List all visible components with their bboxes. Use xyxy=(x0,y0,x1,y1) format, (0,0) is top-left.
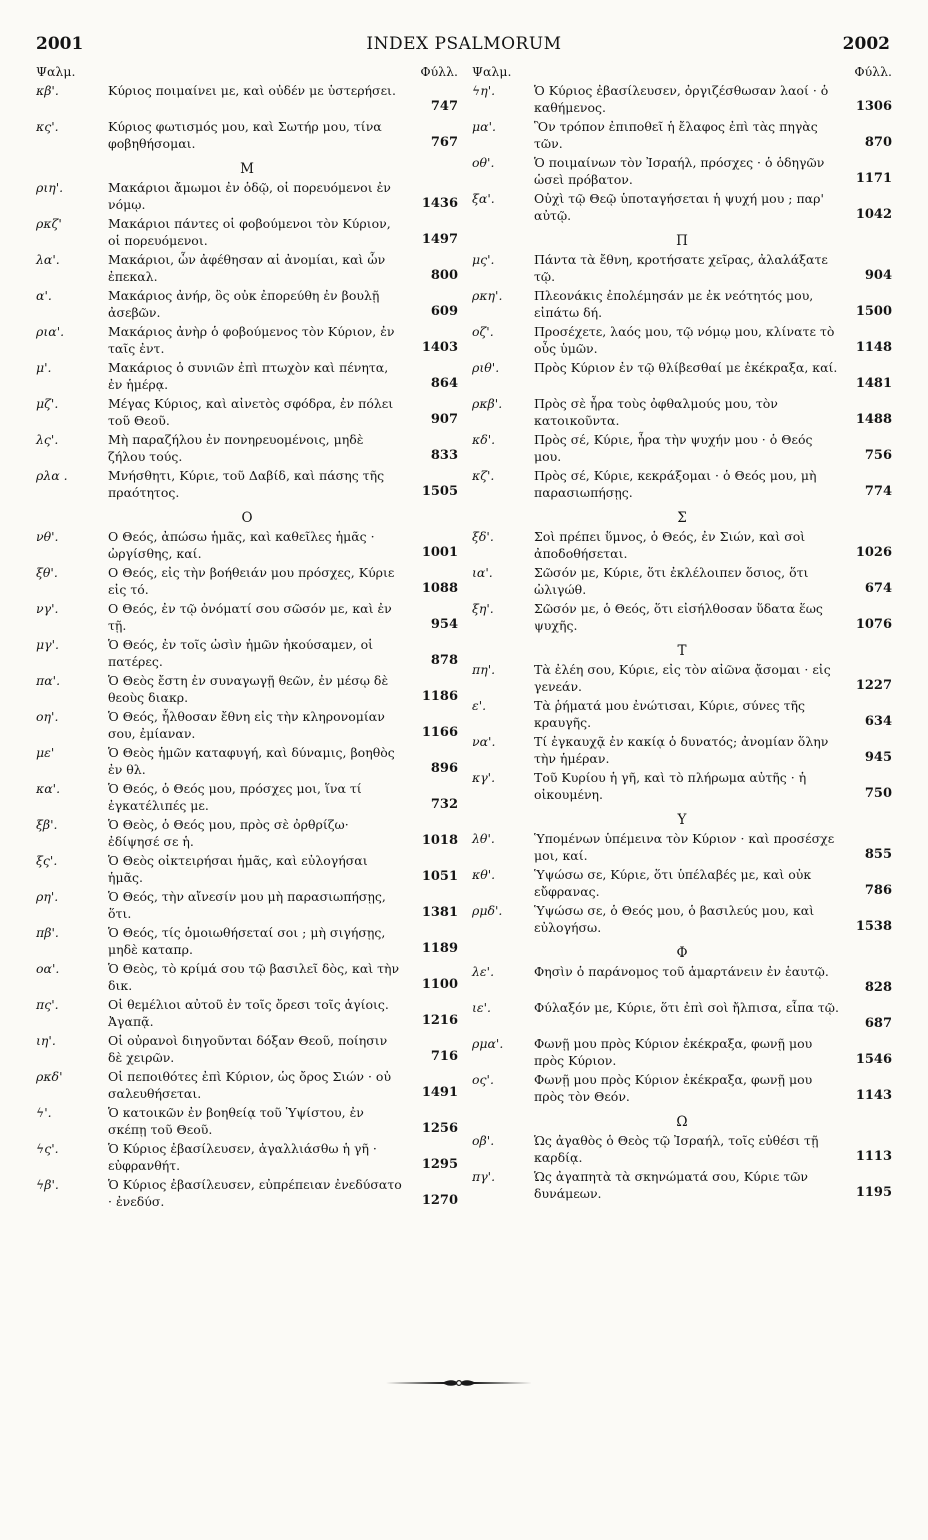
psalm-number: πς'. xyxy=(36,997,59,1012)
psalm-number: ϟ'. xyxy=(36,1105,52,1120)
index-entry xyxy=(36,529,458,565)
psalm-incipit: Πρὸς σέ, Κύριε, κεκράξομαι · ὁ Θεός μου, μὴ παρασιωπήσῃς. xyxy=(534,468,817,500)
index-entry xyxy=(36,119,458,155)
folio-number: 1001 xyxy=(421,545,458,560)
psalm-column-label: Ψαλμ. xyxy=(36,64,76,79)
folio-number: 687 xyxy=(864,1016,892,1031)
psalm-incipit: Σοὶ πρέπει ὕμνος, ὁ Θεός, ἐν Σιών, καὶ σοὶ ἀποδοθήσεται. xyxy=(534,529,806,561)
psalm-number: α'. xyxy=(36,288,52,303)
psalm-number: κς'. xyxy=(36,119,59,134)
psalm-number: μ'. xyxy=(36,360,52,375)
index-entry xyxy=(36,288,458,324)
psalm-incipit: Ὁ Θεός, ἦλθοσαν ἔθνη εἰς τὴν κληρονομίαν σου, ἐμίαναν. xyxy=(108,709,385,741)
psalm-number: οθ'. xyxy=(472,155,495,170)
index-entry xyxy=(472,468,892,504)
index-entry xyxy=(472,432,892,468)
psalm-incipit: Φησὶν ὁ παράνομος τοῦ ἁμαρτάνειν ἐν ἑαυτῷ. xyxy=(534,964,829,979)
psalm-number: νθ'. xyxy=(36,529,59,544)
psalm-number: οζ'. xyxy=(472,324,494,339)
psalm-number: με' xyxy=(36,745,55,760)
folio-number: 1481 xyxy=(855,376,892,391)
folio-number: 774 xyxy=(864,484,892,499)
psalm-number: λα'. xyxy=(36,252,60,267)
psalm-incipit: Μέγας Κύριος, καὶ αἰνετὸς σφόδρα, ἐν πόλει τοῦ Θεοῦ. xyxy=(108,396,394,428)
index-entry xyxy=(472,155,892,191)
psalm-number: μα'. xyxy=(472,119,496,134)
psalm-incipit: Σῶσόν με, ὁ Θεός, ὅτι εἰσήλθοσαν ὕδατα ἕως ψυχῆς. xyxy=(534,601,823,633)
folio-number: 786 xyxy=(864,883,892,898)
psalm-incipit: Οἱ θεμέλιοι αὐτοῦ ἐν τοῖς ὄρεσι τοῖς ἁγίοις. Ἀγαπᾷ. xyxy=(108,997,389,1029)
psalm-number: ρκδ' xyxy=(36,1069,63,1084)
psalm-number: ρκζ' xyxy=(36,216,62,231)
psalm-number: ρια'. xyxy=(36,324,65,339)
psalm-number: ος'. xyxy=(472,1072,494,1087)
index-entry xyxy=(36,997,458,1033)
left-column xyxy=(36,64,458,1213)
folio-number: 1051 xyxy=(421,869,458,884)
section-letter: Π xyxy=(676,233,688,249)
psalm-incipit: Ὡς ἀγαπητὰ τὰ σκηνώματά σου, Κύριε τῶν δυνάμεων. xyxy=(534,1169,809,1201)
psalm-number: πβ'. xyxy=(36,925,59,940)
folio-column-label: Φύλλ. xyxy=(854,64,892,79)
psalm-incipit: Φωνῇ μου πρὸς Κύριον ἐκέκραξα, φωνῇ μου πρὸς τὸν Θεόν. xyxy=(534,1072,813,1104)
psalm-number: ρη'. xyxy=(36,889,59,904)
psalm-number: λε'. xyxy=(472,964,495,979)
psalm-incipit: Οὐχὶ τῷ Θεῷ ὑποταγήσεται ἡ ψυχή μου ; παρ' αὐτῷ. xyxy=(534,191,824,223)
folio-number: 907 xyxy=(430,412,458,427)
folio-number: 864 xyxy=(430,376,458,391)
section-letter: Σ xyxy=(677,510,687,526)
psalm-number: κβ'. xyxy=(36,83,59,98)
psalm-number: ρκη'. xyxy=(472,288,503,303)
psalm-number: κγ'. xyxy=(472,770,496,785)
psalm-incipit: Μακάριοι ἄμωμοι ἐν ὁδῷ, οἱ πορευόμενοι ἐν νόμῳ. xyxy=(108,180,391,212)
psalm-incipit: Πρὸς σὲ ἦρα τοὺς ὀφθαλμούς μου, τὸν κατοικοῦντα. xyxy=(534,396,778,428)
index-entry xyxy=(36,180,458,216)
index-entry xyxy=(472,119,892,155)
ornament-rule xyxy=(384,1375,534,1391)
psalm-number: ρμδ'. xyxy=(472,903,503,918)
folio-number: 1088 xyxy=(421,581,458,596)
psalm-incipit: Φωνῇ μου πρὸς Κύριον ἐκέκραξα, φωνῇ μου πρὸς Κύριον. xyxy=(534,1036,813,1068)
index-entry xyxy=(36,396,458,432)
psalm-incipit: Μνήσθητι, Κύριε, τοῦ Δαβίδ, καὶ πάσης τῆς πραότητος. xyxy=(108,468,385,500)
index-entry xyxy=(36,889,458,925)
psalm-number: οα'. xyxy=(36,961,60,976)
folio-number: 1546 xyxy=(855,1052,892,1067)
psalm-incipit: Πρὸς σέ, Κύριε, ἦρα τὴν ψυχήν μου · ὁ Θεός μου. xyxy=(534,432,813,464)
psalm-number: πα'. xyxy=(36,673,61,688)
folio-number: 1295 xyxy=(421,1157,458,1172)
psalm-incipit: Ὁ Θεὸς οἰκτειρήσαι ἡμᾶς, καὶ εὐλογήσαι ἡμᾶς. xyxy=(108,853,368,885)
psalm-number: ρκβ'. xyxy=(472,396,503,411)
psalm-number: ιη'. xyxy=(36,1033,56,1048)
index-entry xyxy=(36,1141,458,1177)
index-entry xyxy=(36,853,458,889)
psalm-number: κζ'. xyxy=(472,468,495,483)
psalm-number: μς'. xyxy=(472,252,495,267)
psalm-number: νγ'. xyxy=(36,601,59,616)
folio-number: 1538 xyxy=(855,919,892,934)
folio-number: 878 xyxy=(430,653,458,668)
folio-number: 1505 xyxy=(421,484,458,499)
folio-number: 1436 xyxy=(421,196,458,211)
folio-number: 1195 xyxy=(855,1185,892,1200)
psalm-incipit: Ὃν τρόπον ἐπιποθεῖ ἡ ἔλαφος ἐπὶ τὰς πηγὰς τῶν. xyxy=(534,119,818,151)
psalm-number: ξθ'. xyxy=(36,565,58,580)
folio-number: 1143 xyxy=(855,1088,892,1103)
psalm-number: κα'. xyxy=(36,781,61,796)
folio-number: 732 xyxy=(430,797,458,812)
psalm-incipit: Ὁ Θεός, ἐν τοῖς ὠσὶν ἡμῶν ἠκούσαμεν, οἱ πατέρες. xyxy=(108,637,374,669)
index-entry xyxy=(36,961,458,997)
folio-number: 756 xyxy=(864,448,892,463)
index-entry xyxy=(472,601,892,637)
index-entry xyxy=(36,1069,458,1105)
psalm-incipit: Μακάριος ὁ συνιῶν ἐπὶ πτωχὸν καὶ πένητα, ἐν ἡμέρᾳ. xyxy=(108,360,389,392)
psalm-incipit: Ὁ ποιμαίνων τὸν Ἰσραήλ, πρόσχες · ὁ ὁδηγῶν ὡσεὶ πρόβατον. xyxy=(534,155,825,187)
psalm-incipit: Ὁ Θεὸς, ὁ Θεός μου, πρὸς σὲ ὀρθρίζω· ἐδίψησέ σε ἡ. xyxy=(108,817,349,849)
psalm-incipit: Ο Θεός, εἰς τὴν βοήθειάν μου πρόσχες, Κύριε εἰς τό. xyxy=(108,565,395,597)
folio-number: 1148 xyxy=(855,340,892,355)
psalm-number: μγ'. xyxy=(36,637,60,652)
psalm-number: λθ'. xyxy=(472,831,495,846)
psalm-incipit: Πάντα τὰ ἔθνη, κροτήσατε χεῖρας, ἀλαλάξατε τῷ. xyxy=(534,252,828,284)
psalm-number: να'. xyxy=(472,734,496,749)
psalm-number: πγ'. xyxy=(472,1169,496,1184)
psalm-incipit: Τοῦ Κυρίου ἡ γῆ, καὶ τὸ πλήρωμα αὐτῆς · ἡ οἰκουμένη. xyxy=(534,770,807,802)
index-entry xyxy=(472,903,892,939)
index-entry xyxy=(472,662,892,698)
psalm-incipit: Ὁ κατοικῶν ἐν βοηθείᾳ τοῦ Ὑψίστου, ἐν σκέπῃ τοῦ Θεοῦ. xyxy=(108,1105,364,1137)
index-entry xyxy=(472,191,892,227)
folio-number: 904 xyxy=(864,268,892,283)
psalm-number: μζ'. xyxy=(36,396,59,411)
folio-number: 954 xyxy=(430,617,458,632)
psalm-incipit: Ο Θεός, ἀπώσω ἡμᾶς, καὶ καθεῖλες ἡμᾶς · ὠργίσθης, καί. xyxy=(108,529,375,561)
psalm-number: ρλα . xyxy=(36,468,68,483)
psalm-incipit: Μακάριοι, ὧν ἀφέθησαν αἱ ἀνομίαι, καὶ ὧν ἐπεκαλ. xyxy=(108,252,386,284)
section-letter: Φ xyxy=(676,945,688,961)
folio-number: 767 xyxy=(430,135,458,150)
folio-number: 896 xyxy=(430,761,458,776)
index-entry xyxy=(36,1105,458,1141)
index-entry xyxy=(36,565,458,601)
left-page-number: 2001 xyxy=(36,34,84,54)
psalm-incipit: Τὰ ῥήματά μου ἐνώτισαι, Κύριε, σύνες τῆς κραυγῆς. xyxy=(534,698,806,730)
index-entry xyxy=(472,324,892,360)
psalm-incipit: Ὁ Θεός, τίς ὁμοιωθήσεταί σοι ; μὴ σιγήσῃς, μηδὲ καταπρ. xyxy=(108,925,386,957)
index-entry xyxy=(472,1000,892,1036)
index-entry xyxy=(472,867,892,903)
folio-number: 1270 xyxy=(421,1193,458,1208)
folio-number: 833 xyxy=(430,448,458,463)
psalm-incipit: Ὑψώσω σε, ὁ Θεός μου, ὁ βασιλεύς μου, καὶ εὐλογήσω. xyxy=(534,903,815,935)
folio-number: 674 xyxy=(864,581,892,596)
folio-number: 855 xyxy=(864,847,892,862)
folio-number: 1381 xyxy=(421,905,458,920)
folio-number: 800 xyxy=(430,268,458,283)
index-entry xyxy=(472,734,892,770)
psalm-incipit: Τὰ ἐλέη σου, Κύριε, εἰς τὸν αἰῶνα ᾄσομαι · εἰς γενεάν. xyxy=(534,662,831,694)
psalm-incipit: Ὁ Κύριος ἐβασίλευσεν, εὐπρέπειαν ἐνεδύσατο · ἐνεδύσ. xyxy=(108,1177,402,1209)
psalm-incipit: Μὴ παραζήλου ἐν πονηρευομένοις, μηδὲ ζήλου τούς. xyxy=(108,432,364,464)
folio-number: 1042 xyxy=(855,207,892,222)
index-entry xyxy=(472,396,892,432)
psalm-number: ιε'. xyxy=(472,1000,492,1015)
index-entry xyxy=(36,324,458,360)
psalm-number: λς'. xyxy=(36,432,59,447)
section-letter: Ω xyxy=(676,1114,688,1130)
psalm-incipit: Τί ἐγκαυχᾷ ἐν κακίᾳ ὁ δυνατός; ἀνομίαν ὅλην τὴν ἡμέραν. xyxy=(534,734,829,766)
folio-number: 1500 xyxy=(855,304,892,319)
folio-number: 870 xyxy=(864,135,892,150)
index-entry xyxy=(36,601,458,637)
index-entry xyxy=(472,1133,892,1169)
folio-number: 828 xyxy=(864,980,892,995)
index-entry xyxy=(472,698,892,734)
index-entry xyxy=(36,1033,458,1069)
psalm-incipit: Ὁ Κύριος ἐβασίλευσεν, ὀργιζέσθωσαν λαοί · ὁ καθήμενος. xyxy=(534,83,829,115)
section-letter: Μ xyxy=(240,161,254,177)
psalm-number: οη'. xyxy=(36,709,59,724)
index-entry xyxy=(472,565,892,601)
psalm-number: οβ'. xyxy=(472,1133,495,1148)
folio-number: 1256 xyxy=(421,1121,458,1136)
psalm-column-label: Ψαλμ. xyxy=(472,64,512,79)
psalm-incipit: Ὁ Θεός, ὁ Θεός μου, πρόσχες μοι, ἵνα τί ἐγκατέλιπές με. xyxy=(108,781,362,813)
folio-number: 1166 xyxy=(421,725,458,740)
index-entry xyxy=(472,288,892,324)
folio-number: 1113 xyxy=(855,1149,892,1164)
index-entry xyxy=(36,745,458,781)
psalm-number: ξδ'. xyxy=(472,529,494,544)
folio-number: 1026 xyxy=(855,545,892,560)
folio-number: 609 xyxy=(430,304,458,319)
psalm-number: ξβ'. xyxy=(36,817,58,832)
folio-number: 747 xyxy=(430,99,458,114)
folio-number: 634 xyxy=(864,714,892,729)
index-entry xyxy=(36,673,458,709)
psalm-incipit: Ο Θεός, ἐν τῷ ὀνόματί σου σῶσόν με, καὶ ἐν τῇ. xyxy=(108,601,392,633)
psalm-incipit: Ὁ Θεός, τὴν αἴνεσίν μου μὴ παρασιωπήσῃς, ὅτι. xyxy=(108,889,386,921)
index-entry xyxy=(36,360,458,396)
index-entry xyxy=(472,529,892,565)
folio-number: 1189 xyxy=(421,941,458,956)
psalm-incipit: Φύλαξόν με, Κύριε, ὅτι ἐπὶ σοὶ ἤλπισα, εἶπα τῷ. xyxy=(534,1000,839,1015)
index-entry xyxy=(472,360,892,396)
folio-number: 1171 xyxy=(855,171,892,186)
index-entry xyxy=(472,83,892,119)
psalm-incipit: Ὡς ἀγαθὸς ὁ Θεὸς τῷ Ἰσραήλ, τοῖς εὐθέσι τῇ καρδίᾳ. xyxy=(534,1133,819,1165)
psalm-incipit: Πρὸς Κύριον ἐν τῷ θλίβεσθαί με ἐκέκραξα, καί. xyxy=(534,360,838,375)
section-letter: Τ xyxy=(677,643,687,659)
psalm-number: ξα'. xyxy=(472,191,495,206)
index-entry xyxy=(472,770,892,806)
psalm-incipit: Μακάριος ἀνήρ, ὃς οὐκ ἐπορεύθη ἐν βουλῇ ἀσεβῶν. xyxy=(108,288,380,320)
folio-number: 1227 xyxy=(855,678,892,693)
psalm-number: ριη'. xyxy=(36,180,64,195)
psalm-number: ριθ'. xyxy=(472,360,500,375)
section-letter: Υ xyxy=(677,812,687,828)
folio-number: 1076 xyxy=(855,617,892,632)
psalm-incipit: Προσέχετε, λαός μου, τῷ νόμῳ μου, κλίνατε τὸ οὖς ὑμῶν. xyxy=(534,324,835,356)
folio-column-label: Φύλλ. xyxy=(420,64,458,79)
folio-number: 1488 xyxy=(855,412,892,427)
psalm-incipit: Ὁ Κύριος ἐβασίλευσεν, ἀγαλλιάσθω ἡ γῆ · εὐφρανθήτ. xyxy=(108,1141,377,1173)
psalm-number: κδ'. xyxy=(472,432,496,447)
column-header xyxy=(36,64,458,83)
right-page-number: 2002 xyxy=(842,34,890,54)
folio-number: 1100 xyxy=(421,977,458,992)
index-entry xyxy=(36,216,458,252)
index-entry xyxy=(36,709,458,745)
index-entry xyxy=(472,1036,892,1072)
psalm-incipit: Κύριος ποιμαίνει με, καὶ οὐδέν με ὑστερήσει. xyxy=(108,83,396,98)
psalm-number: ϟη'. xyxy=(472,83,496,98)
folio-number: 945 xyxy=(864,750,892,765)
psalm-number: ξη'. xyxy=(472,601,494,616)
psalm-incipit: Πλεονάκις ἐπολέμησάν με ἐκ νεότητός μου, εἰπάτω δή. xyxy=(534,288,814,320)
psalm-incipit: Ὁ Θεὸς ἔστη ἐν συναγωγῇ θεῶν, ἐν μέσῳ δὲ θεοὺς διακρ. xyxy=(108,673,389,705)
folio-number: 750 xyxy=(864,786,892,801)
index-entry xyxy=(36,468,458,504)
psalm-incipit: Ὁ Θεὸς, τὸ κρίμά σου τῷ βασιλεῖ δὸς, καὶ τὴν δικ. xyxy=(108,961,400,993)
psalm-incipit: Μακάριος ἀνὴρ ὁ φοβούμενος τὸν Κύριον, ἐν ταῖς ἐντ. xyxy=(108,324,395,356)
index-entry xyxy=(36,817,458,853)
index-entry xyxy=(472,1072,892,1108)
index-entry xyxy=(472,252,892,288)
page-title: INDEX PSALMORUM xyxy=(366,34,562,54)
index-entry xyxy=(36,637,458,673)
folio-number: 1306 xyxy=(855,99,892,114)
section-letter: Ο xyxy=(241,510,253,526)
psalm-incipit: Ὑψώσω σε, Κύριε, ὅτι ὑπέλαβές με, καὶ οὐκ εὔφρανας. xyxy=(534,867,812,899)
index-entry xyxy=(36,432,458,468)
psalm-number: ια'. xyxy=(472,565,493,580)
index-entry xyxy=(472,1169,892,1205)
psalm-number: κθ'. xyxy=(472,867,496,882)
psalm-incipit: Σῶσόν με, Κύριε, ὅτι ἐκλέλοιπεν ὅσιος, ὅτι ὠλιγώθ. xyxy=(534,565,809,597)
index-entry xyxy=(472,831,892,867)
psalm-incipit: Οἱ πεποιθότες ἐπὶ Κύριον, ὡς ὄρος Σιών · οὐ σαλευθήσεται. xyxy=(108,1069,392,1101)
psalm-number: ϟς'. xyxy=(36,1141,59,1156)
psalm-number: ρμα'. xyxy=(472,1036,504,1051)
folio-number: 1491 xyxy=(421,1085,458,1100)
index-entry xyxy=(36,925,458,961)
psalm-incipit: Ὁ Θεὸς ἡμῶν καταφυγή, καὶ δύναμις, βοηθὸς ἐν θλ. xyxy=(108,745,395,777)
folio-number: 1497 xyxy=(421,232,458,247)
page-header xyxy=(0,34,928,60)
right-column xyxy=(472,64,892,1205)
psalm-number: ξς'. xyxy=(36,853,58,868)
psalm-incipit: Μακάριοι πάντες οἱ φοβούμενοι τὸν Κύριον, οἱ πορευόμενοι. xyxy=(108,216,391,248)
psalm-number: πη'. xyxy=(472,662,496,677)
column-header xyxy=(472,64,892,83)
folio-number: 1216 xyxy=(421,1013,458,1028)
psalm-incipit: Ὑπομένων ὑπέμεινα τὸν Κύριον · καὶ προσέσχε μοι, καί. xyxy=(534,831,835,863)
psalm-incipit: Οἱ οὐρανοὶ διηγοῦνται δόξαν Θεοῦ, ποίησιν δὲ χειρῶν. xyxy=(108,1033,388,1065)
psalm-number: ϟβ'. xyxy=(36,1177,59,1192)
psalm-incipit: Κύριος φωτισμός μου, καὶ Σωτήρ μου, τίνα φοβηθήσομαι. xyxy=(108,119,382,151)
index-entry xyxy=(36,83,458,119)
folio-number: 1018 xyxy=(421,833,458,848)
index-entry xyxy=(36,1177,458,1213)
index-entry xyxy=(36,252,458,288)
index-entry xyxy=(36,781,458,817)
psalm-number: ε'. xyxy=(472,698,487,713)
folio-number: 1186 xyxy=(421,689,458,704)
folio-number: 1403 xyxy=(421,340,458,355)
folio-number: 716 xyxy=(430,1049,458,1064)
index-entry xyxy=(472,964,892,1000)
